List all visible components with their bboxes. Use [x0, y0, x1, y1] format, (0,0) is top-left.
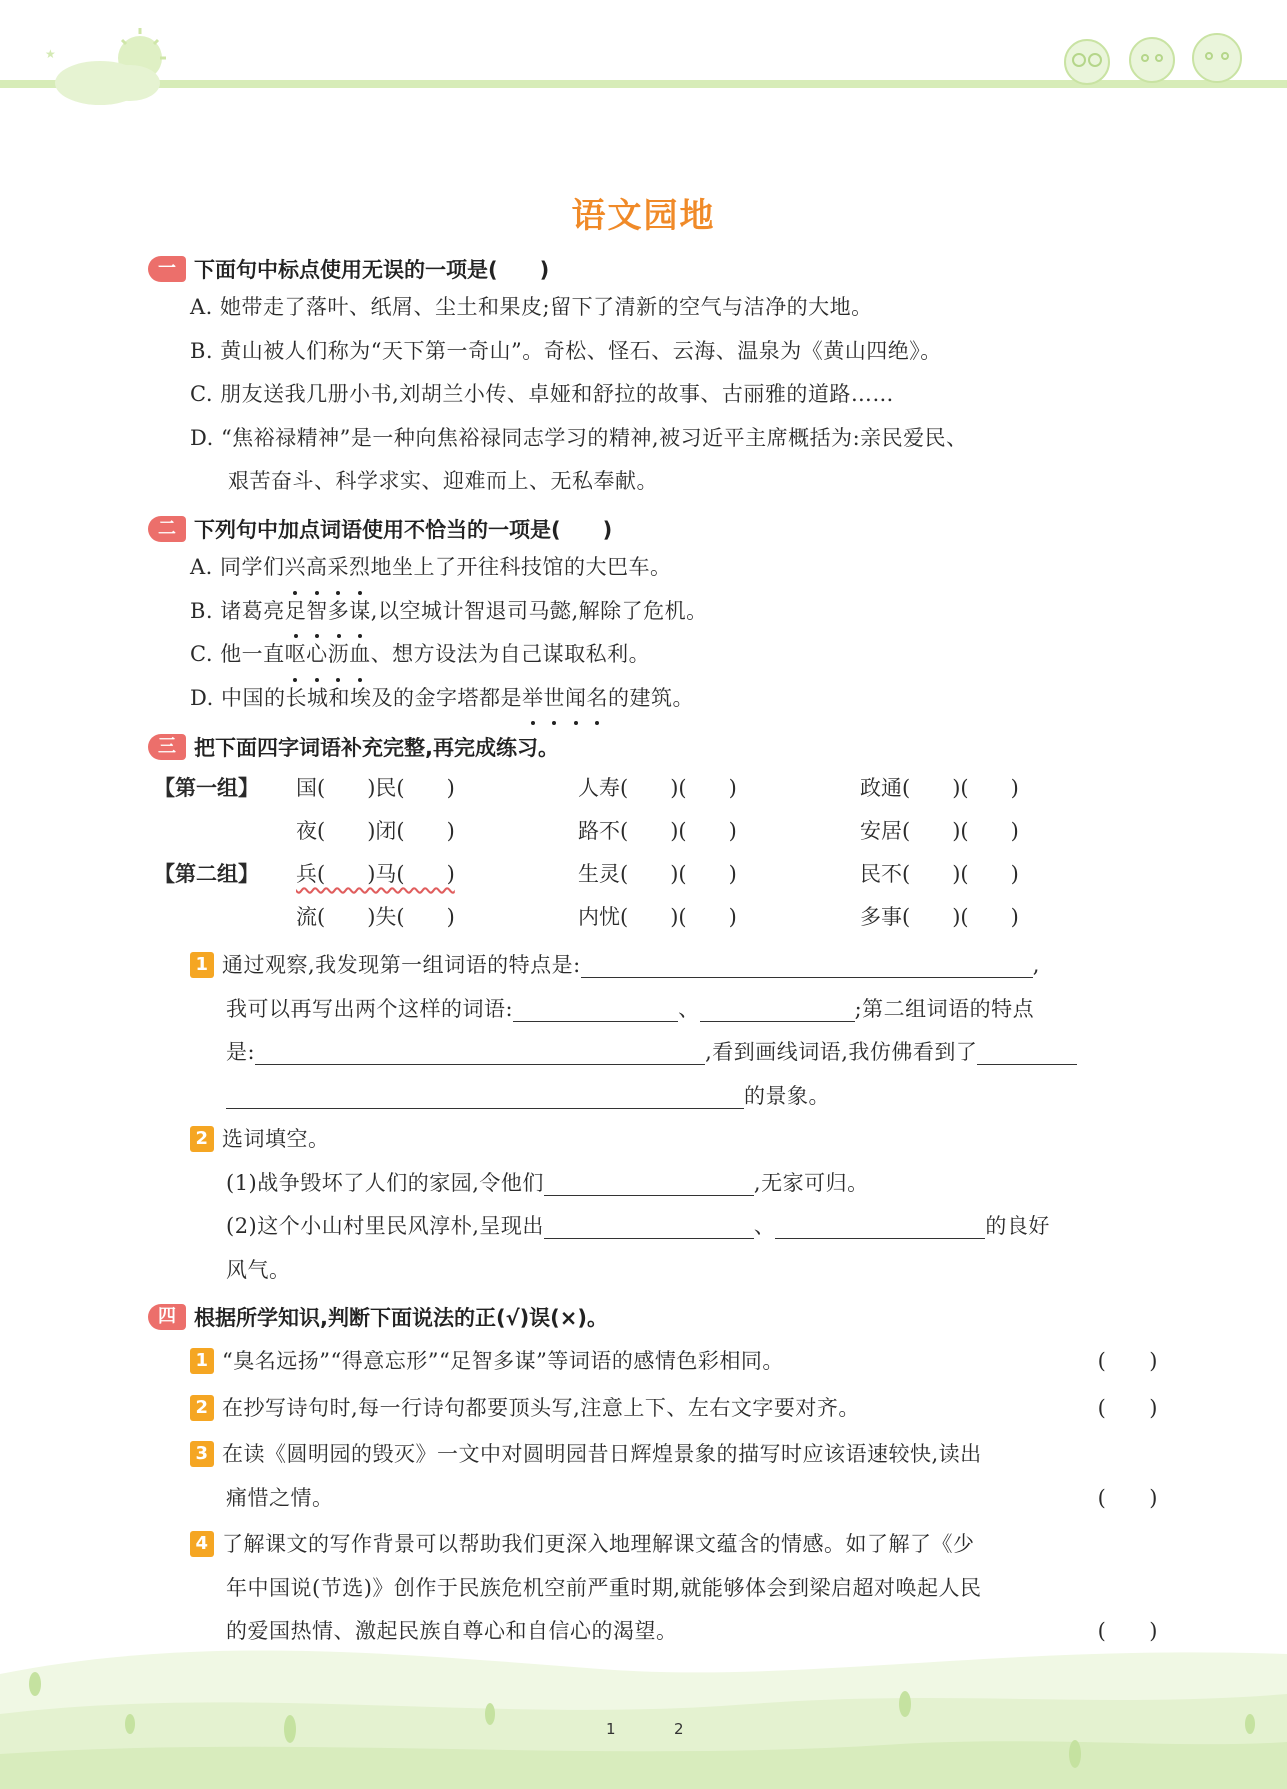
question-text: ;第二组词语的特点 [854, 996, 1035, 1021]
page-number-left: 1 [606, 1720, 616, 1738]
judge-item-4-continued-2 [148, 1610, 1158, 1654]
dotted-character: 举 [522, 677, 544, 721]
statement-text: 了解课文的写作背景可以帮助我们更深入地理解课文蕴含的情感。如了解了《少 [222, 1532, 975, 1556]
page-numbers [0, 1720, 1287, 1740]
idiom-blank[interactable]: 路不( )( ) [578, 819, 737, 843]
question-text: 的良好 [985, 1214, 1050, 1238]
dotted-character: 足 [285, 590, 307, 634]
question-1-line-3 [148, 1031, 1158, 1075]
question-text: 、 [753, 1214, 776, 1238]
dotted-character: 世 [543, 677, 565, 721]
statement-text: 痛惜之情。 [226, 1485, 334, 1510]
option-b [148, 590, 1158, 634]
dotted-character: 采 [328, 546, 350, 590]
page-number-right: 2 [674, 1720, 684, 1738]
option-b: B. 黄山被人们称为“天下第一奇山”。奇松、怪石、云海、温泉为《黄山四绝》。 [190, 338, 942, 363]
question-number: 1 [190, 952, 214, 978]
idiom-blank[interactable]: 政通( )( ) [860, 776, 1019, 800]
dotted-character: 名 [586, 677, 608, 721]
question-text: 选词填空。 [222, 1127, 330, 1151]
judge-item-3-continued [148, 1477, 1158, 1521]
option-a: A. 她带走了落叶、纸屑、尘土和果皮;留下了清新的空气与洁净的大地。 [190, 295, 873, 319]
answer-blank[interactable] [544, 1165, 754, 1196]
judge-item-1 [148, 1340, 1158, 1384]
option-d-continued: 艰苦奋斗、科学求实、迎难而上、无私奉献。 [228, 469, 658, 493]
question-text: 、 [678, 996, 700, 1021]
answer-blank[interactable] [226, 1078, 744, 1109]
section-3-heading [148, 730, 1158, 764]
svg-text:★: ★ [45, 47, 56, 61]
option-d [148, 677, 1158, 721]
question-1-line-2 [148, 988, 1158, 1032]
question-number: 2 [190, 1126, 214, 1152]
section-1-heading [148, 252, 1158, 286]
dotted-word [285, 590, 371, 634]
dotted-character: 谋 [349, 590, 371, 634]
idiom-blank[interactable]: 生灵( )( ) [578, 862, 737, 886]
question-number: 3 [190, 1441, 214, 1467]
option-a [148, 546, 1158, 590]
question-text: 是: [226, 1040, 256, 1064]
idiom-blank[interactable]: 夜( )闭( ) [296, 819, 455, 843]
section-4-heading [148, 1300, 1158, 1334]
dotted-word [285, 546, 371, 590]
answer-blank[interactable] [581, 947, 1033, 978]
idiom-blank[interactable]: 民不( )( ) [860, 862, 1019, 886]
question-number: 4 [190, 1531, 214, 1557]
idiom-blank-underlined[interactable]: 兵( )马( ) [296, 862, 455, 886]
statement-text: 在读《圆明园的毁灭》一文中对圆明园昔日辉煌景象的描写时应该语速较快,读出 [222, 1442, 982, 1466]
statement-text: 在抄写诗句时,每一行诗句都要顶头写,注意上下、左右文字要对齐。 [222, 1395, 860, 1420]
group-2-label: 【第二组】 [154, 862, 259, 886]
option-text: D. 中国的长城和埃及的金字塔都是 [190, 685, 522, 710]
section-heading-text: 把下面四字词语补充完整,再完成练习。 [194, 736, 559, 760]
section-heading-text: 下面句中标点使用无误的一项是( ) [194, 258, 550, 282]
question-text: (2)这个小山村里民风淳朴,呈现出 [226, 1214, 544, 1238]
idiom-blank[interactable]: 安居( )( ) [860, 819, 1019, 843]
section-heading-text: 根据所学知识,判断下面说法的正(√)误(×)。 [194, 1306, 608, 1330]
statement-text: 的爱国热情、激起民族自尊心和自信心的渴望。 [226, 1619, 678, 1643]
section-3 [148, 730, 1158, 1292]
judge-item-2 [148, 1387, 1158, 1431]
section-2 [148, 512, 1158, 720]
answer-parentheses[interactable]: ( ) [1097, 1485, 1158, 1510]
question-text: ,无家可归。 [753, 1170, 869, 1195]
question-number: 2 [190, 1395, 214, 1421]
animal-friends-icon [1057, 22, 1257, 92]
section-1 [148, 252, 1158, 504]
page-title: 语文园地 [571, 196, 716, 236]
judge-item-4 [148, 1523, 1158, 1567]
dotted-character: 沥 [328, 633, 350, 677]
option-text: C. 他一直 [190, 642, 285, 666]
dotted-word [522, 677, 608, 721]
answer-blank[interactable] [700, 991, 855, 1022]
answer-blank[interactable] [255, 1034, 705, 1065]
option-c: C. 朋友送我几册小书,刘胡兰小传、卓娅和舒拉的故事、古丽雅的道路…… [190, 382, 894, 406]
idiom-blank[interactable]: 国( )民( ) [296, 776, 455, 800]
dotted-character: 智 [306, 590, 328, 634]
section-badge: 一 [148, 256, 186, 282]
question-text: 通过观察,我发现第一组词语的特点是: [222, 953, 581, 977]
answer-parentheses[interactable]: ( ) [1097, 1395, 1158, 1420]
question-number: 1 [190, 1348, 214, 1374]
section-badge: 四 [148, 1304, 186, 1330]
section-heading-text: 下列句中加点词语使用不恰当的一项是( ) [194, 518, 613, 542]
judge-item-4-continued: 年中国说(节选)》创作于民族危机空前严重时期,就能够体会到梁启超对唤起人民 [226, 1575, 982, 1600]
group-1-label: 【第一组】 [154, 776, 259, 800]
question-text: ,看到画线词语,我仿佛看到了 [705, 1040, 978, 1064]
dotted-character: 烈 [349, 546, 371, 590]
judge-item-3 [148, 1433, 1158, 1477]
idiom-blank[interactable]: 流( )失( ) [296, 905, 455, 929]
dotted-character: 血 [349, 633, 371, 677]
dotted-character: 闻 [565, 677, 587, 721]
question-text: 的景象。 [744, 1083, 830, 1108]
idiom-blank[interactable]: 多事( )( ) [860, 905, 1019, 929]
option-text: 地坐上了开往科技馆的大巴车。 [370, 555, 672, 579]
answer-blank[interactable] [977, 1034, 1077, 1065]
answer-blank[interactable] [544, 1208, 754, 1239]
question-1-line-4 [148, 1075, 1158, 1119]
question-text: (1)战争毁坏了人们的家园,令他们 [226, 1170, 544, 1195]
dotted-character: 心 [306, 633, 328, 677]
answer-parentheses[interactable]: ( ) [1097, 1619, 1158, 1643]
section-badge: 二 [148, 516, 186, 542]
dotted-character: 呕 [285, 633, 307, 677]
section-badge: 三 [148, 734, 186, 760]
option-d: D. “焦裕禄精神”是一种向焦裕禄同志学习的精神,被习近平主席概括为:亲民爱民、 [190, 425, 968, 450]
question-text: 我可以再写出两个这样的词语: [226, 996, 514, 1021]
answer-blank[interactable] [775, 1208, 985, 1239]
answer-blank[interactable] [513, 991, 678, 1022]
statement-text: “臭名远扬”“得意忘形”“足智多谋”等词语的感情色彩相同。 [222, 1349, 784, 1373]
question-2-part-2 [148, 1205, 1158, 1249]
dotted-character: 兴 [285, 546, 307, 590]
section-2-heading [148, 512, 1158, 546]
sun-cloud-icon [40, 28, 170, 108]
option-text: 、想方设法为自己谋取私利。 [370, 642, 651, 666]
question-2-label-line [148, 1118, 1158, 1162]
section-4 [148, 1300, 1158, 1654]
question-2-part-1 [148, 1162, 1158, 1206]
dotted-word [285, 633, 371, 677]
option-c [148, 633, 1158, 677]
question-1-line-1 [148, 944, 1158, 988]
option-text: ,以空城计智退司马懿,解除了危机。 [370, 598, 708, 623]
dotted-character: 高 [306, 546, 328, 590]
idiom-grid [148, 764, 1158, 938]
option-text: 的建筑。 [607, 685, 694, 710]
question-2-part-2-continued: 风气。 [226, 1257, 291, 1282]
question-text: , [1032, 953, 1040, 977]
idiom-blank[interactable]: 内忧( )( ) [578, 905, 737, 929]
answer-parentheses[interactable]: ( ) [1097, 1349, 1158, 1373]
idiom-blank[interactable]: 人寿( )( ) [578, 776, 737, 800]
dotted-character: 多 [328, 590, 350, 634]
option-text: B. 诸葛亮 [190, 598, 285, 623]
option-text: A. 同学们 [190, 555, 285, 579]
